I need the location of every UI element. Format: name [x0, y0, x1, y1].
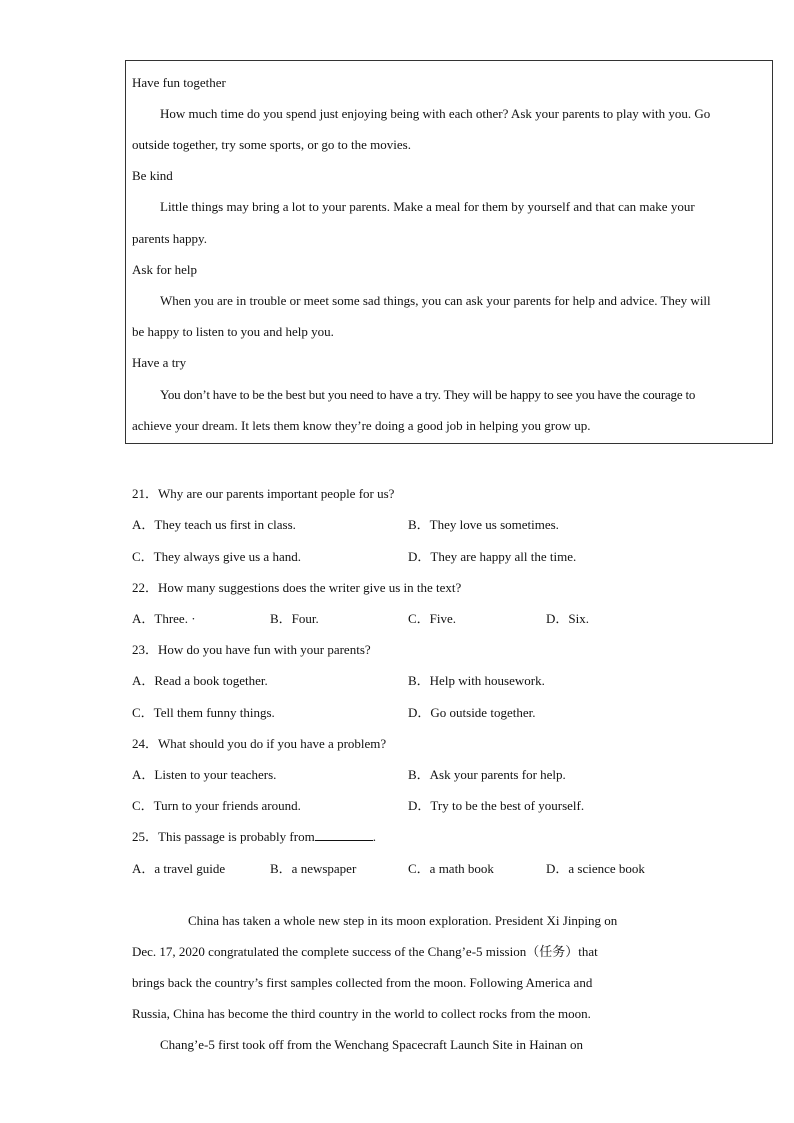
option-21-d: D．They are happy all the time.	[408, 549, 577, 564]
passage-text: Little things may bring a lot to your parents. Make a meal for them by yourself and that can make your	[160, 199, 695, 214]
passage-text: How much time do you spend just enjoying being with each other? Ask your parents to play with you. Go	[160, 106, 711, 121]
option-23-b: B．Help with housework.	[408, 673, 545, 688]
passage-text: achieve your dream. It lets them know they’re doing a good job in helping you grow up.	[132, 418, 591, 433]
passage-heading-ask-for-help: Ask for help	[132, 262, 197, 277]
option-24-d: D．Try to be the best of yourself.	[408, 798, 585, 813]
question-25	[132, 829, 376, 845]
question-21: 21．Why are our parents important people for us?	[132, 486, 395, 501]
answer-blank	[315, 829, 373, 841]
option-22-c: C．Five.	[408, 611, 457, 626]
option-21-c: C．They always give us a hand.	[132, 549, 301, 564]
question-23: 23．How do you have fun with your parents?	[132, 642, 371, 657]
option-23-c: C．Tell them funny things.	[132, 705, 275, 720]
option-24-a: A．Listen to your teachers.	[132, 767, 277, 782]
question-25-end: .	[372, 829, 376, 844]
option-25-b: B．a newspaper	[270, 861, 357, 876]
option-21-b: B．They love us sometimes.	[408, 517, 559, 532]
passage-heading-be-kind: Be kind	[132, 168, 173, 183]
article-text: China has taken a whole new step in its moon exploration. President Xi Jinping on	[188, 913, 618, 928]
option-24-c: C．Turn to your friends around.	[132, 798, 301, 813]
passage-text: outside together, try some sports, or go to the movies.	[132, 137, 411, 152]
passage-text: You don’t have to be the best but you need to have a try. They will be happy to see you have the courage to	[160, 387, 696, 402]
option-21-a: A．They teach us first in class.	[132, 517, 296, 532]
article-text: Russia, China has become the third country in the world to collect rocks from the moon.	[132, 1006, 591, 1021]
passage-text: parents happy.	[132, 231, 207, 246]
option-25-d: D．a science book	[546, 861, 645, 876]
option-25-a: A．a travel guide	[132, 861, 226, 876]
passage-heading-have-a-try: Have a try	[132, 355, 187, 370]
option-22-d: D．Six.	[546, 611, 589, 626]
option-24-b: B．Ask your parents for help.	[408, 767, 566, 782]
option-25-c: C．a math book	[408, 861, 494, 876]
option-23-d: D．Go outside together.	[408, 705, 536, 720]
question-24: 24．What should you do if you have a problem?	[132, 736, 387, 751]
passage-text: be happy to listen to you and help you.	[132, 324, 334, 339]
question-22: 22．How many suggestions does the writer give us in the text?	[132, 580, 462, 595]
article-text: Chang’e-5 first took off from the Wenchang Spacecraft Launch Site in Hainan on	[160, 1037, 584, 1052]
question-25-text: 25．This passage is probably from	[132, 829, 315, 844]
passage-text: When you are in trouble or meet some sad things, you can ask your parents for help and advice. They will	[160, 293, 711, 308]
article-text: Dec. 17, 2020 congratulated the complete success of the Chang’e-5 mission（任务）that	[132, 944, 598, 959]
option-22-b: B．Four.	[270, 611, 319, 626]
passage-heading-have-fun: Have fun together	[132, 75, 226, 90]
option-22-a: A．Three. ·	[132, 611, 196, 626]
option-23-a: A．Read a book together.	[132, 673, 268, 688]
article-text: brings back the country’s first samples collected from the moon. Following America and	[132, 975, 593, 990]
